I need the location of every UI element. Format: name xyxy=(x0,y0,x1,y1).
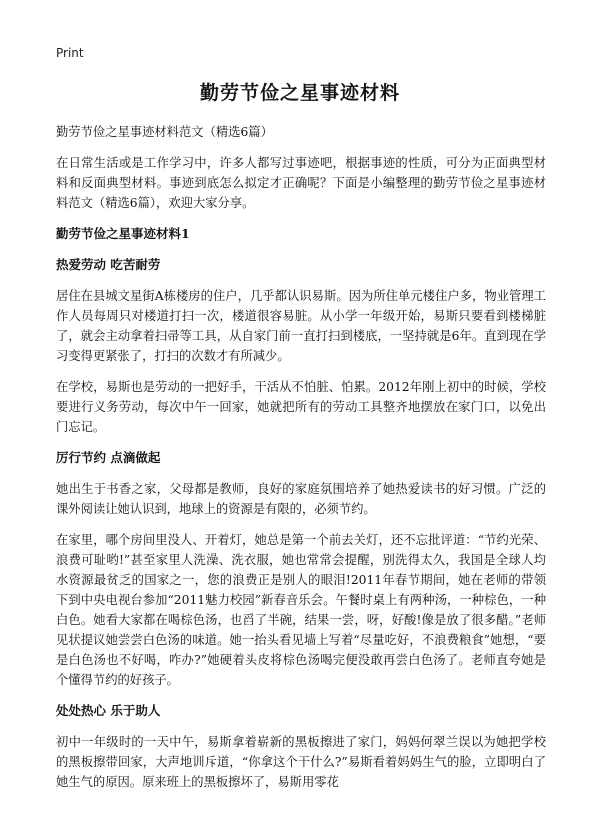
paragraph: 她出生于书香之家，父母都是教师，良好的家庭氛围培养了她热爱读书的好习惯。广泛的课外阅读让她认识到，地球上的资源是有限的，必须节约。 xyxy=(56,482,546,516)
paragraph: 初中一年级时的一天中午，易斯拿着崭新的黑板擦进了家门，妈妈何翠兰误以为她把学校的黑板擦带回家，大声地训斥道，“你拿这个干什么?”易斯看着妈妈生气的脸，立即明白了她生气的原因。原来班上的黑板擦坏了，易斯用零花 xyxy=(56,735,546,789)
paragraph: 居住在县城文星街A栋楼房的住户，几乎都认识易斯。因为所住单元楼住户多，物业管理工作人员每周只对楼道打扫一次，楼道很容易脏。从小学一年级开始，易斯只要看到楼梯脏了，就会主动拿着扫帚等工具，从自家门前一直打扫到楼底，一坚持就是6年。直到现在学习变得更紧张了，打扫的次数才有所减少。 xyxy=(56,289,546,363)
paragraph: 在家里，哪个房间里没人、开着灯，她总是第一个前去关灯，还不忘批评道：“节约光荣、浪费可耻哟!”甚至家里人洗澡、洗衣服，她也常常会提醒，别洗得太久，我国是全球人均水资源最贫乏的国家之一，您的浪费正是别人的眼泪!2011年春节期间，她在老师的带领下到中央电视台参加“2011魅力校园”新春音乐会。午餐时桌上有两种汤，一种棕色，一种白色。她看大家都在喝棕色汤，也舀了半碗，结果一尝，呀，好酸!像是放了很多醋。”老师见状提议她尝尝白色汤的味道。她一抬头看见墙上写着“尽量吃好，不浪费粮食”她想，“要是白色汤也不好喝，咋办?”她硬着头皮将棕色汤喝完便没敢再尝白色汤了。老师直夸她是个懂得节约的好孩子。 xyxy=(56,533,546,687)
page-title: 勤劳节俭之星事迹材料 xyxy=(199,82,400,104)
section-heading: 热爱劳动 吃苦耐劳 xyxy=(56,257,161,272)
article-heading: 勤劳节俭之星事迹材料1 xyxy=(56,226,190,241)
paragraph: 在学校，易斯也是劳动的一把好手，干活从不怕脏、怕累。2012年刚上初中的时候，学校要进行义务劳动，每次中午一回家，她就把所有的劳动工具整齐地摆放在家门口，以免出门忘记。 xyxy=(56,380,546,434)
intro-paragraph: 在日常生活或是工作学习中，许多人都写过事迹吧，根据事迹的性质，可分为正面典型材料和反面典型材料。事迹到底怎么拟定才正确呢？下面是小编整理的勤劳节俭之星事迹材料范文（精选6篇），欢迎大家分享。 xyxy=(56,156,546,210)
print-link[interactable]: Print xyxy=(56,46,84,60)
section-heading: 处处热心 乐于助人 xyxy=(56,703,161,718)
subtitle: 勤劳节俭之星事迹材料范文（精选6篇） xyxy=(56,125,273,139)
article-body xyxy=(56,122,546,803)
section-heading: 厉行节约 点滴做起 xyxy=(56,450,161,465)
